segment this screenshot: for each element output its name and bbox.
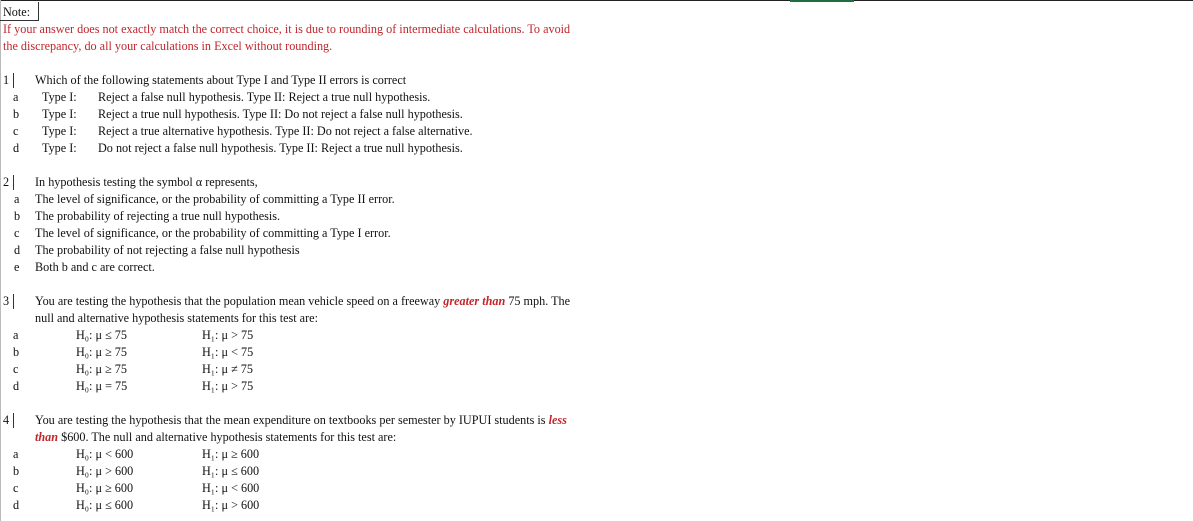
q3-number: 3 (3, 294, 10, 308)
q2-option-c-text: The level of significance, or the probability of committing a Type I error. (35, 226, 391, 240)
q4-stem-pre: You are testing the hypothesis that the mean expenditure on textbooks per semester by IUPUI students is (35, 413, 546, 427)
q3-option-d-h0: H₀: μ = 75 (76, 379, 128, 393)
q3-option-c-h0: H₀: μ ≥ 75 (76, 362, 127, 376)
q4-option-a-letter: a (13, 447, 19, 461)
q4-option-b-letter: b (13, 464, 20, 478)
q4-option-d-h1: H₁: μ > 600 (202, 498, 260, 512)
q3-option-a-h1: H₁: μ > 75 (202, 328, 254, 342)
q1-option-d-text: Do not reject a false null hypothesis. Type II: Reject a true null hypothesis. (98, 141, 463, 155)
q4-number-divider (13, 413, 14, 428)
q3-option-a-h0: H₀: μ ≤ 75 (76, 328, 127, 342)
q4-option-b-h0: H₀: μ > 600 (76, 464, 134, 478)
q2-number: 2 (3, 175, 10, 189)
q3-number-divider (13, 294, 14, 309)
q1-option-d-prefix: Type I: (42, 141, 77, 155)
top-border (0, 0, 1193, 1)
note-line-1: If your answer does not exactly match the correct choice, it is due to rounding of intermediate calculations. To avoid (3, 22, 571, 36)
left-border (0, 0, 1, 521)
q1-option-a-letter: a (13, 90, 19, 104)
q2-option-b-text: The probability of rejecting a true null hypothesis. (35, 209, 281, 223)
q1-number: 1 (3, 73, 10, 87)
q1-option-c-letter: c (13, 124, 19, 138)
q1-stem: Which of the following statements about Type I and Type II errors is correct (35, 73, 407, 87)
q2-option-b-letter: b (14, 209, 21, 223)
q4-option-c-letter: c (13, 481, 19, 495)
q4-stem-emphasis-1: less (548, 413, 567, 427)
q2-option-c-letter: c (14, 226, 20, 240)
q4-option-d-h0: H₀: μ ≤ 600 (76, 498, 134, 512)
q3-stem-pre: You are testing the hypothesis that the population mean vehicle speed on a freeway (35, 294, 441, 308)
q2-option-a-letter: a (14, 192, 20, 206)
q2-option-a-text: The level of significance, or the probability of committing a Type II error. (35, 192, 395, 206)
q1-option-a-text: Reject a false null hypothesis. Type II: Reject a true null hypothesis. (98, 90, 431, 104)
q2-option-d-letter: d (14, 243, 21, 257)
q4-option-b-h1: H₁: μ ≤ 600 (202, 464, 260, 478)
note-cell-right-border (38, 2, 39, 21)
q4-option-a-h1: H₁: μ ≥ 600 (202, 447, 260, 461)
q1-option-b-letter: b (13, 107, 20, 121)
q3-option-d-h1: H₁: μ > 75 (202, 379, 254, 393)
selected-column-indicator (790, 0, 854, 2)
q2-option-d-text: The probability of not rejecting a false null hypothesis (35, 243, 300, 257)
q4-option-c-h0: H₀: μ ≥ 600 (76, 481, 134, 495)
q3-option-c-letter: c (13, 362, 19, 376)
q2-option-e-letter: e (14, 260, 20, 274)
q3-option-d-letter: d (13, 379, 20, 393)
q4-stem-emphasis-2: than (35, 430, 59, 444)
note-line-2: the discrepancy, do all your calculations in Excel without rounding. (3, 39, 333, 53)
q4-option-d-letter: d (13, 498, 20, 512)
q1-number-divider (13, 73, 14, 88)
q3-stem-line-2: null and alternative hypothesis statements for this test are: (35, 311, 318, 325)
q1-option-d-letter: d (13, 141, 20, 155)
q2-number-divider (13, 175, 14, 190)
q3-option-b-h1: H₁: μ < 75 (202, 345, 254, 359)
q3-stem-emphasis: greater than (443, 294, 506, 308)
q3-stem-post: 75 mph. The (508, 294, 571, 308)
q2-stem: In hypothesis testing the symbol α represents, (35, 175, 258, 189)
q4-stem-line-1 (35, 413, 567, 428)
q4-option-c-h1: H₁: μ < 600 (202, 481, 260, 495)
q4-stem-line-2 (35, 430, 396, 445)
note-label: Note: (3, 5, 31, 19)
q3-option-a-letter: a (13, 328, 19, 342)
q4-stem-post: $600. The null and alternative hypothesis statements for this test are: (61, 430, 397, 444)
q1-option-c-text: Reject a true alternative hypothesis. Type II: Do not reject a false alternative. (98, 124, 473, 138)
q3-option-b-letter: b (13, 345, 20, 359)
note-cell-border (0, 20, 38, 21)
q4-number: 4 (3, 413, 10, 427)
q1-option-b-prefix: Type I: (42, 107, 77, 121)
q1-option-c-prefix: Type I: (42, 124, 77, 138)
q3-stem-line-1 (35, 294, 570, 309)
q3-option-b-h0: H₀: μ ≥ 75 (76, 345, 127, 359)
q3-option-c-h1: H₁: μ ≠ 75 (202, 362, 253, 376)
q1-option-a-prefix: Type I: (42, 90, 77, 104)
q1-option-b-text: Reject a true null hypothesis. Type II: Do not reject a false null hypothesis. (98, 107, 463, 121)
q2-option-e-text: Both b and c are correct. (35, 260, 155, 274)
q4-option-a-h0: H₀: μ < 600 (76, 447, 134, 461)
